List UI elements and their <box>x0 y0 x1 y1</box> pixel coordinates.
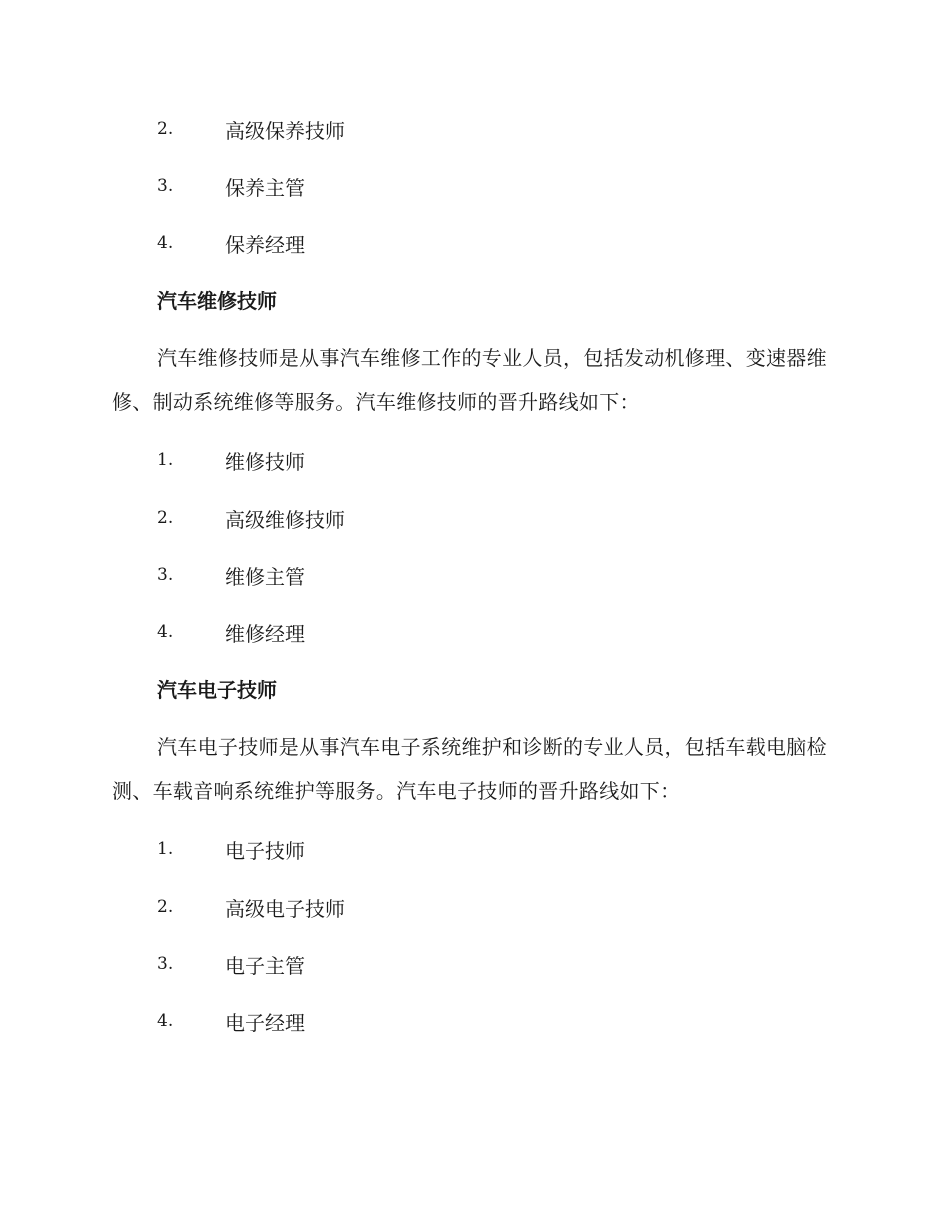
list-number: 4. <box>157 622 174 642</box>
list-number: 2. <box>157 119 174 139</box>
list-text: 电子主管 <box>225 953 305 978</box>
list-text: 电子技师 <box>225 838 305 863</box>
list-item <box>157 445 305 475</box>
list-text: 维修经理 <box>225 621 305 646</box>
list-number: 3. <box>157 954 174 974</box>
list-item <box>157 228 305 258</box>
list-number: 1. <box>157 450 174 470</box>
list-text: 高级保养技师 <box>225 118 345 143</box>
list-text: 电子经理 <box>225 1010 305 1035</box>
list-text: 保养经理 <box>225 232 305 257</box>
list-text: 保养主管 <box>225 175 305 200</box>
list-text: 高级维修技师 <box>225 507 345 532</box>
list-number: 3. <box>157 176 174 196</box>
list-item <box>157 560 305 590</box>
list-item <box>157 1006 305 1036</box>
list-item <box>157 949 305 979</box>
list-number: 2. <box>157 897 174 917</box>
list-number: 2. <box>157 508 174 528</box>
list-item <box>157 617 305 647</box>
section-paragraph-electronics: 汽车电子技师是从事汽车电子系统维护和诊断的专业人员，包括车载电脑检测、车载音响系统维护等服务。汽车电子技师的晋升路线如下： <box>112 735 827 803</box>
list-item <box>157 171 305 201</box>
list-number: 4. <box>157 233 174 253</box>
list-item <box>157 503 345 533</box>
list-text: 维修技师 <box>225 449 305 474</box>
section-heading-repair: 汽车维修技师 <box>157 289 277 313</box>
list-text: 高级电子技师 <box>225 896 345 921</box>
list-text: 维修主管 <box>225 564 305 589</box>
list-item <box>157 834 305 864</box>
list-number: 1. <box>157 839 174 859</box>
section-paragraph-repair: 汽车维修技师是从事汽车维修工作的专业人员，包括发动机修理、变速器维修、制动系统维修等服务。汽车维修技师的晋升路线如下： <box>112 346 827 414</box>
list-number: 4. <box>157 1011 174 1031</box>
list-number: 3. <box>157 565 174 585</box>
section-heading-electronics: 汽车电子技师 <box>157 678 277 702</box>
list-item <box>157 114 345 144</box>
list-item <box>157 892 345 922</box>
